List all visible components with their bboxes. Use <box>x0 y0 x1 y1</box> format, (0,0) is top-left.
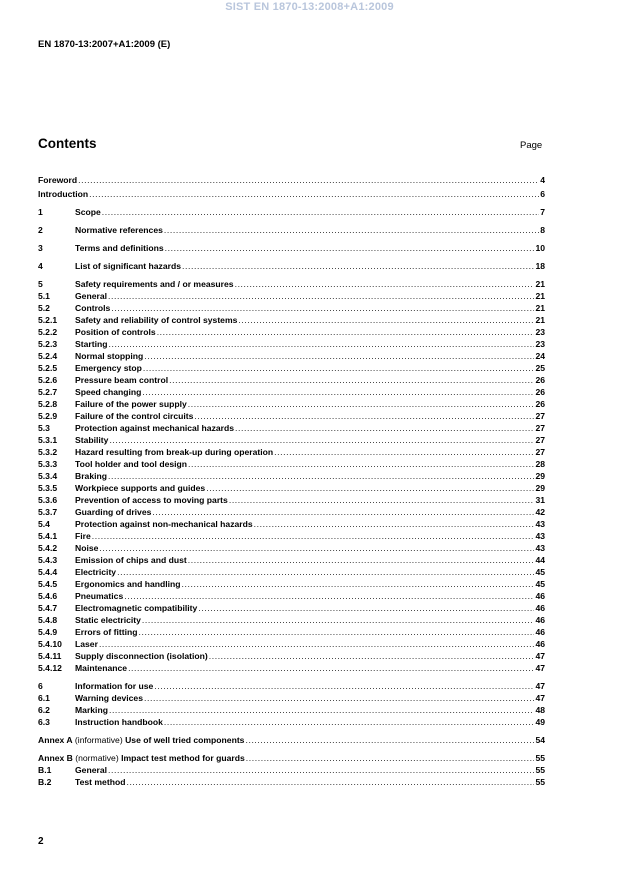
toc-leader-dots <box>142 614 535 626</box>
toc-entry-title-text: Pneumatics <box>75 591 124 601</box>
toc-entry-number: B.2 <box>38 777 52 787</box>
toc-leader-dots <box>102 206 539 218</box>
toc-leader-dots <box>164 224 539 236</box>
toc-entry-title <box>75 398 187 410</box>
toc-entry[interactable] <box>38 776 545 788</box>
toc-entry-number: 5.4.12 <box>38 663 62 673</box>
toc-leader-dots <box>108 290 534 302</box>
toc-entry-title-text: Speed changing <box>75 387 142 397</box>
toc-entry-title-text: Warning devices <box>75 693 143 703</box>
toc-entry-number: 5.2.3 <box>38 339 58 349</box>
toc-entry-title <box>75 446 273 458</box>
toc-entry-number: 5.3.7 <box>38 507 58 517</box>
toc-entry-title <box>75 602 197 614</box>
page-number: 2 <box>38 836 44 847</box>
toc-entry-annex-type: (normative) <box>72 753 122 763</box>
document-reference: EN 1870-13:2007+A1:2009 (E) <box>38 39 171 50</box>
toc-entry[interactable] <box>38 716 545 728</box>
toc-entry[interactable] <box>38 554 545 566</box>
toc-entry-number: 5.4.3 <box>38 555 58 565</box>
toc-entry-title <box>75 302 110 314</box>
toc-entry-title <box>75 242 164 254</box>
toc-entry[interactable] <box>38 704 545 716</box>
toc-entry-title-text: List of significant hazards <box>75 261 182 271</box>
toc-entry[interactable] <box>38 506 545 518</box>
toc-entry-number: 5.2.5 <box>38 363 58 373</box>
toc-entry-title-text: Emission of chips and dust <box>75 555 187 565</box>
toc-entry-title-text: Guarding of drives <box>75 507 152 517</box>
toc-leader-dots <box>78 174 539 186</box>
page-column-label: Page <box>520 140 543 151</box>
toc-entry[interactable] <box>38 518 545 530</box>
toc-entry-number: B.1 <box>38 765 52 775</box>
toc-entry-title-text: Controls <box>75 303 111 313</box>
toc-leader-dots <box>126 776 534 788</box>
toc-entry-title <box>75 518 253 530</box>
toc-entry[interactable] <box>38 314 545 326</box>
toc-leader-dots <box>188 554 535 566</box>
toc-entry-page: 45 <box>535 579 545 589</box>
toc-entry-number: 5.3.6 <box>38 495 58 505</box>
toc-entry[interactable] <box>38 362 545 374</box>
toc-entry[interactable] <box>38 626 545 638</box>
toc-entry-page: 44 <box>535 555 545 565</box>
toc-entry-title-text: Fire <box>75 531 91 541</box>
toc-entry-page: 26 <box>535 399 545 409</box>
toc-entry-page: 46 <box>535 627 545 637</box>
toc-entry-page: 21 <box>535 291 545 301</box>
toc-entry-number: 5.4.8 <box>38 615 58 625</box>
toc-entry-title <box>75 506 151 518</box>
toc-entry[interactable] <box>38 386 545 398</box>
toc-entry-title-text: Workpiece supports and guides <box>75 483 206 493</box>
toc-entry-title <box>75 716 163 728</box>
toc-entry-title-text: Starting <box>75 339 108 349</box>
toc-entry-title <box>75 542 98 554</box>
toc-entry-number: 5.4.10 <box>38 639 62 649</box>
toc-entry[interactable] <box>38 188 545 200</box>
toc-entry-page: 47 <box>535 663 545 673</box>
toc-entry-title <box>38 188 88 200</box>
toc-entry[interactable] <box>38 680 545 692</box>
toc-entry-number: 5.4.11 <box>38 651 62 661</box>
toc-entry-page: 21 <box>535 303 545 313</box>
toc-leader-dots <box>198 602 534 614</box>
toc-entry-title <box>75 326 156 338</box>
toc-entry[interactable] <box>38 446 545 458</box>
toc-entry-title-text: Introduction <box>38 189 89 199</box>
toc-entry-title <box>75 374 168 386</box>
toc-entry-title <box>75 704 108 716</box>
toc-entry-title <box>75 206 101 218</box>
toc-entry-title-text: General <box>75 291 108 301</box>
toc-entry-title <box>75 470 107 482</box>
toc-entry-title-text: Tool holder and tool design <box>75 459 188 469</box>
toc-entry-page: 43 <box>535 519 545 529</box>
toc-entry-title <box>75 434 108 446</box>
toc-entry-annex-type: (informative) <box>72 735 126 745</box>
toc-entry-title <box>75 362 142 374</box>
toc-entry-page: 25 <box>535 363 545 373</box>
toc-entry-page: 10 <box>535 243 545 253</box>
toc-entry-title-text: Static electricity <box>75 615 141 625</box>
toc-entry-page: 8 <box>540 225 545 235</box>
toc-entry[interactable] <box>38 590 545 602</box>
toc-entry-page: 55 <box>535 777 545 787</box>
toc-entry-page: 21 <box>535 315 545 325</box>
toc-leader-dots <box>143 362 535 374</box>
toc-leader-dots <box>154 680 534 692</box>
toc-entry-number: 5.4.5 <box>38 579 58 589</box>
toc-leader-dots <box>152 506 534 518</box>
toc-entry-number: 5.2 <box>38 303 50 313</box>
toc-entry-title-text: Normative references <box>75 225 163 235</box>
toc-entry-title <box>75 590 123 602</box>
toc-entry-page: 31 <box>535 495 545 505</box>
watermark-text: SIST EN 1870-13:2008+A1:2009 <box>225 1 394 13</box>
toc-entry-number: 6.2 <box>38 705 50 715</box>
toc-entry-page: 45 <box>535 567 545 577</box>
toc-entry-annex-title: Use of well tried components <box>125 735 245 745</box>
toc-entry-title-text: Emergency stop <box>75 363 142 373</box>
toc-leader-dots <box>194 410 534 422</box>
toc-entry-title <box>75 638 98 650</box>
toc-entry[interactable] <box>38 458 545 470</box>
toc-entry-title-text: Electromagnetic compatibility <box>75 603 198 613</box>
toc-entry-title <box>38 752 245 764</box>
toc-entry[interactable] <box>38 494 545 506</box>
toc-entry[interactable] <box>38 224 545 236</box>
toc-entry-title-text: Prevention of access to moving parts <box>75 495 228 505</box>
toc-leader-dots <box>254 518 535 530</box>
toc-entry-page: 18 <box>535 261 545 271</box>
toc-entry-title <box>75 314 237 326</box>
toc-entry-title-text: Safety requirements and / or measures <box>75 279 234 289</box>
toc-entry-page: 6 <box>540 189 545 199</box>
toc-entry-number: 1 <box>38 207 43 217</box>
toc-entry-title <box>75 278 234 290</box>
toc-leader-dots <box>235 422 534 434</box>
toc-entry-number: 5.2.6 <box>38 375 58 385</box>
toc-entry-number: 5.4 <box>38 519 50 529</box>
toc-entry-title <box>75 350 143 362</box>
toc-entry-number: 5.4.4 <box>38 567 58 577</box>
toc-entry-page: 28 <box>535 459 545 469</box>
toc-entry-title-text: Failure of the control circuits <box>75 411 194 421</box>
toc-leader-dots <box>169 374 534 386</box>
toc-entry-page: 21 <box>535 279 545 289</box>
toc-entry[interactable] <box>38 650 545 662</box>
toc-entry-number: 5.3.3 <box>38 459 58 469</box>
toc-entry-number: 5.2.4 <box>38 351 58 361</box>
toc-leader-dots <box>108 470 534 482</box>
toc-entry[interactable] <box>38 374 545 386</box>
toc-leader-dots <box>206 482 534 494</box>
toc-entry-title-text: Protection against non-mechanical hazards <box>75 519 253 529</box>
toc-entry-title <box>75 338 107 350</box>
toc-leader-dots <box>109 434 534 446</box>
toc-entry-page: 43 <box>535 543 545 553</box>
toc-leader-dots <box>124 590 534 602</box>
toc-entry-page: 49 <box>535 717 545 727</box>
toc-entry[interactable] <box>38 174 545 186</box>
toc-entry[interactable] <box>38 338 545 350</box>
toc-entry[interactable] <box>38 326 545 338</box>
toc-entry-number: 4 <box>38 261 43 271</box>
toc-entry-page: 55 <box>535 765 545 775</box>
toc-entry-title-text: Electricity <box>75 567 117 577</box>
toc-entry-title <box>75 386 141 398</box>
toc-entry-page: 43 <box>535 531 545 541</box>
toc-entry-title-text: Instruction handbook <box>75 717 163 727</box>
toc-entry[interactable] <box>38 434 545 446</box>
toc-entry-page: 4 <box>540 175 545 185</box>
toc-entry-title-text: Foreword <box>38 175 78 185</box>
toc-entry-number: 5.1 <box>38 291 50 301</box>
toc-entry-number: 5 <box>38 279 43 289</box>
toc-entry-number: 5.2.9 <box>38 411 58 421</box>
toc-entry-annex-title: Impact test method for guards <box>121 753 245 763</box>
toc-entry-page: 26 <box>535 387 545 397</box>
toc-entry-page: 47 <box>535 651 545 661</box>
toc-entry[interactable] <box>38 530 545 542</box>
toc-leader-dots <box>157 326 535 338</box>
toc-leader-dots <box>235 278 535 290</box>
toc-entry-title-text: Protection against mechanical hazards <box>75 423 235 433</box>
toc-leader-dots <box>99 638 535 650</box>
toc-entry[interactable] <box>38 566 545 578</box>
toc-leader-dots <box>92 530 535 542</box>
toc-entry-title-text: Pressure beam control <box>75 375 169 385</box>
toc-entry-number: 5.3 <box>38 423 50 433</box>
toc-entry[interactable] <box>38 752 545 764</box>
toc-entry-title-text: Normal stopping <box>75 351 144 361</box>
toc-entry-title-text: Safety and reliability of control systems <box>75 315 238 325</box>
toc-leader-dots <box>142 386 534 398</box>
toc-entry[interactable] <box>38 260 545 272</box>
toc-entry-title-text: Braking <box>75 471 107 481</box>
toc-entry-title-text: Maintenance <box>75 663 128 673</box>
toc-leader-dots <box>89 188 539 200</box>
toc-entry-title-text: Laser <box>75 639 98 649</box>
toc-entry-title <box>75 530 91 542</box>
toc-entry-page: 54 <box>535 735 545 745</box>
toc-entry-title <box>75 662 127 674</box>
toc-leader-dots <box>144 692 534 704</box>
toc-entry-page: 23 <box>535 327 545 337</box>
toc-entry-number: 5.2.1 <box>38 315 58 325</box>
toc-entry[interactable] <box>38 662 545 674</box>
toc-leader-dots <box>274 446 534 458</box>
toc-entry-title-text: Supply disconnection (isolation) <box>75 651 208 661</box>
toc-entry-title <box>75 482 205 494</box>
toc-entry-page: 46 <box>535 603 545 613</box>
toc-entry-title <box>75 494 228 506</box>
toc-entry-number: 5.3.2 <box>38 447 58 457</box>
toc-entry-title <box>75 650 208 662</box>
toc-entry-number: 6 <box>38 681 43 691</box>
contents-heading: Contents <box>38 136 97 151</box>
table-of-contents <box>38 174 545 788</box>
toc-entry[interactable] <box>38 734 545 746</box>
toc-entry-title <box>75 422 234 434</box>
toc-entry-page: 55 <box>535 753 545 763</box>
toc-entry-title <box>75 692 143 704</box>
toc-entry-page: 26 <box>535 375 545 385</box>
toc-entry-title <box>75 554 187 566</box>
toc-entry-title-text: Ergonomics and handling <box>75 579 181 589</box>
toc-leader-dots <box>229 494 535 506</box>
toc-entry-title-text: Information for use <box>75 681 154 691</box>
toc-entry-title-text: Hazard resulting from break-up during operation <box>75 447 274 457</box>
toc-entry-title-text: Errors of fitting <box>75 627 138 637</box>
toc-entry[interactable] <box>38 398 545 410</box>
toc-entry-number: 5.3.5 <box>38 483 58 493</box>
toc-entry-page: 46 <box>535 591 545 601</box>
toc-entry-title-text: Marking <box>75 705 108 715</box>
toc-entry-title <box>75 290 107 302</box>
toc-entry-page: 42 <box>535 507 545 517</box>
toc-entry-number: 5.2.8 <box>38 399 58 409</box>
toc-entry[interactable] <box>38 542 545 554</box>
toc-entry[interactable] <box>38 614 545 626</box>
toc-entry-title <box>75 680 153 692</box>
toc-entry-title-text: Noise <box>75 543 99 553</box>
toc-entry-page: 27 <box>535 411 545 421</box>
toc-entry-page: 29 <box>535 483 545 493</box>
toc-entry-title <box>75 260 181 272</box>
toc-leader-dots <box>111 302 534 314</box>
toc-entry-number: 6.1 <box>38 693 50 703</box>
toc-leader-dots <box>245 734 534 746</box>
toc-entry-title <box>75 458 187 470</box>
toc-leader-dots <box>108 338 534 350</box>
toc-entry-page: 27 <box>535 447 545 457</box>
toc-entry-number: 5.2.7 <box>38 387 58 397</box>
toc-entry-title <box>75 566 116 578</box>
toc-entry[interactable] <box>38 410 545 422</box>
toc-entry[interactable] <box>38 278 545 290</box>
toc-entry-number: 5.2.2 <box>38 327 58 337</box>
toc-entry-title-text: General <box>75 765 108 775</box>
toc-entry[interactable] <box>38 638 545 650</box>
toc-entry-title <box>75 224 163 236</box>
toc-leader-dots <box>128 662 534 674</box>
toc-entry-title <box>75 578 181 590</box>
toc-entry[interactable] <box>38 470 545 482</box>
toc-entry-page: 24 <box>535 351 545 361</box>
toc-entry-title <box>75 776 125 788</box>
toc-entry-title-text: Annex A <box>38 735 73 745</box>
toc-entry[interactable] <box>38 290 545 302</box>
toc-entry-title-text: Test method <box>75 777 126 787</box>
toc-leader-dots <box>164 716 535 728</box>
toc-entry[interactable] <box>38 422 545 434</box>
toc-leader-dots <box>109 704 534 716</box>
toc-entry-title-text: Failure of the power supply <box>75 399 187 409</box>
toc-entry-page: 46 <box>535 615 545 625</box>
toc-leader-dots <box>188 398 535 410</box>
toc-entry-number: 5.4.2 <box>38 543 58 553</box>
toc-entry-title <box>75 764 107 776</box>
toc-leader-dots <box>139 626 535 638</box>
toc-entry-title-text: Terms and definitions <box>75 243 164 253</box>
toc-entry-title <box>38 734 244 746</box>
toc-entry-page: 29 <box>535 471 545 481</box>
toc-entry-page: 46 <box>535 639 545 649</box>
toc-entry-page: 27 <box>535 435 545 445</box>
toc-entry-title <box>75 614 141 626</box>
toc-entry[interactable] <box>38 206 545 218</box>
toc-entry-page: 47 <box>535 693 545 703</box>
toc-leader-dots <box>209 650 535 662</box>
toc-leader-dots <box>165 242 535 254</box>
toc-entry-title-text: Scope <box>75 207 101 217</box>
toc-leader-dots <box>182 578 535 590</box>
toc-leader-dots <box>238 314 534 326</box>
toc-entry-number: 5.4.9 <box>38 627 58 637</box>
toc-entry-number: 5.4.7 <box>38 603 58 613</box>
toc-entry-title <box>75 410 193 422</box>
toc-entry-page: 27 <box>535 423 545 433</box>
toc-entry-number: 5.3.4 <box>38 471 58 481</box>
toc-entry-title-text: Stability <box>75 435 109 445</box>
toc-entry-page: 23 <box>535 339 545 349</box>
toc-entry[interactable] <box>38 302 545 314</box>
toc-leader-dots <box>182 260 534 272</box>
toc-leader-dots <box>144 350 534 362</box>
toc-entry[interactable] <box>38 242 545 254</box>
toc-leader-dots <box>117 566 534 578</box>
toc-entry-title <box>75 626 138 638</box>
toc-leader-dots <box>246 752 535 764</box>
toc-entry[interactable] <box>38 602 545 614</box>
toc-entry-number: 2 <box>38 225 43 235</box>
toc-entry[interactable] <box>38 764 545 776</box>
toc-leader-dots <box>188 458 534 470</box>
toc-entry[interactable] <box>38 578 545 590</box>
toc-entry[interactable] <box>38 692 545 704</box>
toc-entry-number: 5.3.1 <box>38 435 58 445</box>
toc-entry-title-text: Position of controls <box>75 327 156 337</box>
toc-entry-number: 5.4.1 <box>38 531 58 541</box>
toc-leader-dots <box>99 542 534 554</box>
toc-entry-page: 7 <box>540 207 545 217</box>
toc-entry-page: 48 <box>535 705 545 715</box>
toc-entry-number: 3 <box>38 243 43 253</box>
toc-entry-number: 5.4.6 <box>38 591 58 601</box>
toc-entry-number: 6.3 <box>38 717 50 727</box>
toc-entry-page: 47 <box>535 681 545 691</box>
toc-entry-title-text: Annex B <box>38 753 73 763</box>
toc-leader-dots <box>108 764 534 776</box>
toc-entry-title <box>38 174 77 186</box>
toc-entry[interactable] <box>38 350 545 362</box>
toc-entry[interactable] <box>38 482 545 494</box>
